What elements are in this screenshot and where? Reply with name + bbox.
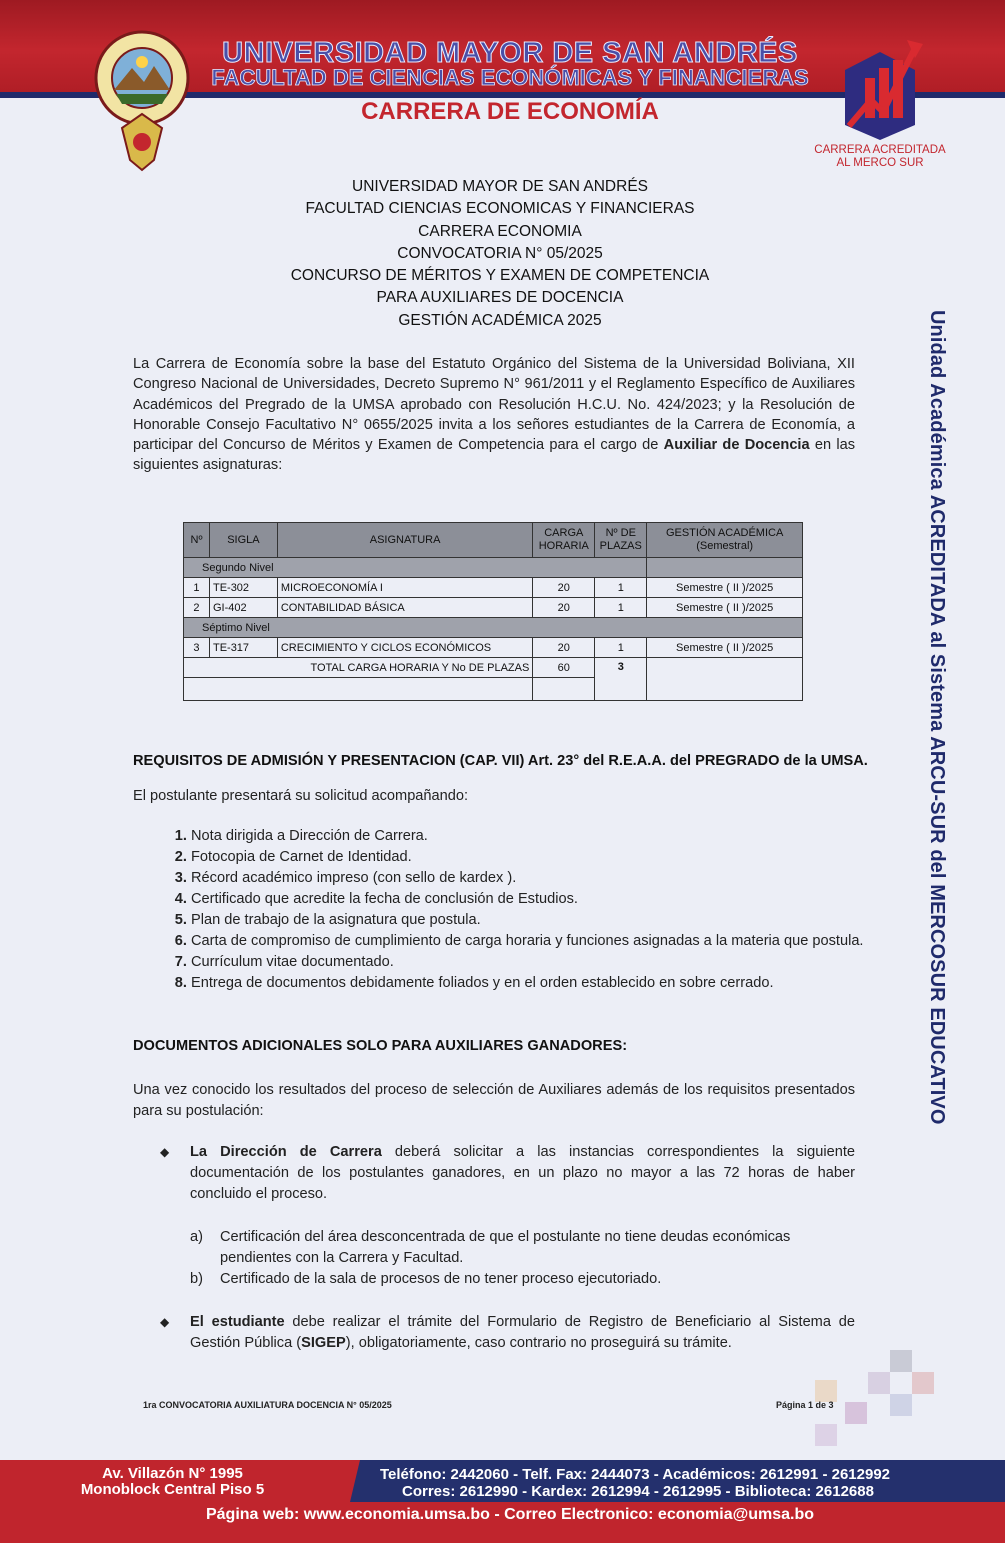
sub-key: b) xyxy=(190,1271,203,1287)
header-cell: GESTIÓN ACADÉMICA (Semestral) xyxy=(647,523,803,558)
accreditation-chart-logo xyxy=(835,30,925,140)
list-item: 4. Certificado que acredite la fecha de conclusión de Estudios. xyxy=(191,889,913,910)
footer-address xyxy=(55,1466,290,1498)
additional-title: DOCUMENTOS ADICIONALES SOLO PARA AUXILIARES GANADORES: xyxy=(133,1038,628,1054)
cell-sigla: GI-402 xyxy=(209,598,277,618)
page-number: Página 1 de 3 xyxy=(776,1400,834,1410)
list-item: 5. Plan de trabajo de la asignatura que postula. xyxy=(191,910,913,931)
header-cell: ASIGNATURA xyxy=(277,523,532,558)
heading-line: FACULTAD CIENCIAS ECONOMICAS Y FINANCIERAS xyxy=(305,200,695,218)
cell-asignatura: CONTABILIDAD BÁSICA xyxy=(277,598,532,618)
cell-n: 3 xyxy=(184,638,210,658)
accreditation-side-text xyxy=(918,310,948,1230)
intro-tail: en las siguientes asignaturas: xyxy=(133,437,855,474)
address-line-2: Monoblock Central Piso 5 xyxy=(80,1481,265,1498)
total-row xyxy=(184,658,803,678)
heading-line: CONCURSO DE MÉRITOS Y EXAMEN DE COMPETENCIA xyxy=(290,267,710,285)
heading-line: CARRERA ECONOMIA xyxy=(418,222,582,240)
subjects-table xyxy=(183,522,803,701)
list-item: 2. Fotocopia de Carnet de Identidad. xyxy=(191,847,913,868)
empty-cell xyxy=(533,678,595,701)
intro-paragraph xyxy=(133,354,855,476)
footer-note: 1ra CONVOCATORIA AUXILIATURA DOCENCIA N° 05/2025 xyxy=(143,1400,392,1410)
cell-sigla: TE-302 xyxy=(209,578,277,598)
sub-item-a xyxy=(190,1227,855,1269)
empty-cell xyxy=(647,558,803,578)
bullet-direccion xyxy=(160,1142,855,1205)
decorative-squares xyxy=(815,1350,965,1450)
bullet-text: debe realizar el trámite del Formulario de Registro de Beneficiario al Sistema de Gestión Pública ( xyxy=(190,1314,856,1351)
table-row xyxy=(184,598,803,618)
empty-cell xyxy=(647,658,803,701)
heading-line: GESTIÓN ACADÉMICA 2025 xyxy=(398,311,602,329)
cell-gestion: Semestre ( II )/2025 xyxy=(647,578,803,598)
list-item: 3. Récord académico impreso (con sello de kardex ). xyxy=(191,868,913,889)
side-text-label: Unidad Académica ACREDITADA al Sistema ARCU-SUR del MERCOSUR EDUCATIVO xyxy=(926,310,948,1125)
level-row xyxy=(184,618,803,638)
empty-cell xyxy=(184,678,533,701)
document-heading xyxy=(200,176,800,332)
bullet-estudiante xyxy=(160,1312,855,1354)
cell-plazas: 1 xyxy=(595,578,647,598)
cell-carga: 20 xyxy=(533,598,595,618)
list-item: 1. Nota dirigida a Dirección de Carrera. xyxy=(191,826,913,847)
table-row xyxy=(184,638,803,658)
diamond-bullet-icon: ◆ xyxy=(160,1315,170,1329)
address-line-1: Av. Villazón N° 1995 xyxy=(102,1465,243,1482)
accreditation-line-1: CARRERA ACREDITADA xyxy=(814,144,946,156)
level-row xyxy=(184,558,803,578)
header-cell: Nº DE PLAZAS xyxy=(595,523,647,558)
bullet-bold: La Dirección de Carrera xyxy=(190,1144,382,1160)
cell-asignatura: MICROECONOMÍA I xyxy=(277,578,532,598)
sub-key: a) xyxy=(190,1229,203,1245)
header-cell: CARGA HORARIA xyxy=(533,523,595,558)
list-item: 7. Currículum vitae documentado. xyxy=(191,952,913,973)
requirements-list xyxy=(133,826,913,994)
bullet-text: ), obligatoriamente, caso contrario no proseguirá su trámite. xyxy=(345,1335,732,1351)
total-label: TOTAL CARGA HORARIA Y No DE PLAZAS xyxy=(184,658,533,678)
cell-sigla: TE-317 xyxy=(209,638,277,658)
cell-asignatura: CRECIMIENTO Y CICLOS ECONÓMICOS xyxy=(277,638,532,658)
requirements-title: REQUISITOS DE ADMISIÓN Y PRESENTACION (CAP. VII) Art. 23° del R.E.A.A. del PREGRADO de la UMSA. xyxy=(133,753,868,769)
table-header-row xyxy=(184,523,803,558)
cell-carga: 20 xyxy=(533,578,595,598)
heading-line: CONVOCATORIA N° 05/2025 xyxy=(397,244,603,262)
requirements-intro: El postulante presentará su solicitud acompañando: xyxy=(133,788,469,804)
heading-line: PARA AUXILIARES DE DOCENCIA xyxy=(376,289,624,307)
cell-carga: 20 xyxy=(533,638,595,658)
footer-web-link[interactable]: Página web: www.economia.umsa.bo - Correo Electronico: economia@umsa.bo xyxy=(205,1506,814,1523)
intro-text: La Carrera de Economía sobre la base del Estatuto Orgánico del Sistema de la Universidad Boliviana, XII Congreso Nacional de Universidades, Decreto Supremo N° 961/2011 y el Reglamento Específico de Auxiliares Académicos del Pregrado de la UMSA aprobado con Resolución H.C.U. No. 424/2023; y la Resolución de Honorable Consejo Facultativo N° 0655/2025 invita a los señores estudiantes de la Carrera de Economía, a participar del Concurso de Méritos y Examen de Competencia para el cargo de xyxy=(133,356,855,454)
accreditation-line-2: AL MERCO SUR xyxy=(836,157,924,169)
bullet-bold: El estudiante xyxy=(190,1314,285,1330)
heading-line: UNIVERSIDAD MAYOR DE SAN ANDRÉS xyxy=(352,178,648,195)
phones-line-1: Teléfono: 2442060 - Telf. Fax: 2444073 - Académicos: 2612991 - 2612992 xyxy=(380,1466,890,1483)
intro-bold: Auxiliar de Docencia xyxy=(663,437,810,454)
total-plazas: 3 xyxy=(595,658,647,701)
carrera-title: CARRERA DE ECONOMÍA xyxy=(361,98,659,125)
cell-plazas: 1 xyxy=(595,638,647,658)
cell-gestion: Semestre ( II )/2025 xyxy=(647,638,803,658)
faculty-title: FACULTAD DE CIENCIAS ECONÓMICAS Y FINANCIERAS xyxy=(211,65,809,90)
list-item: 6. Carta de compromiso de cumplimiento de carga horaria y funciones asignadas a la materia que postula. xyxy=(191,931,913,952)
additional-intro: Una vez conocido los resultados del proceso de selección de Auxiliares además de los requisitos presentados para su postulación: xyxy=(133,1082,855,1119)
level-label: Segundo Nivel xyxy=(184,558,647,578)
phones-line-2: Corres: 2612990 - Kardex: 2612994 - 2612995 - Biblioteca: 2612688 xyxy=(402,1483,874,1500)
footer-phones xyxy=(380,1466,890,1500)
header-cell: Nº xyxy=(184,523,210,558)
diamond-bullet-icon: ◆ xyxy=(160,1145,170,1159)
accreditation-text xyxy=(790,144,970,170)
table-row xyxy=(184,578,803,598)
total-carga: 60 xyxy=(533,658,595,678)
header-cell: SIGLA xyxy=(209,523,277,558)
cell-plazas: 1 xyxy=(595,598,647,618)
level-label: Séptimo Nivel xyxy=(184,618,803,638)
cell-n: 2 xyxy=(184,598,210,618)
bullet-bold: SIGEP xyxy=(301,1335,346,1351)
sub-text: Certificación del área desconcentrada de que el postulante no tiene deudas económicas pendientes con la Carrera y Facultad. xyxy=(220,1229,791,1266)
university-title: UNIVERSIDAD MAYOR DE SAN ANDRÉS xyxy=(222,37,798,69)
bullet-text: deberá solicitar a las instancias correspondientes la siguiente documentación de los postulantes ganadores, en un plazo no mayor a las 72 horas de haber concluido el proceso. xyxy=(190,1144,855,1202)
university-seal-logo xyxy=(92,10,192,185)
cell-gestion: Semestre ( II )/2025 xyxy=(647,598,803,618)
list-item: 8. Entrega de documentos debidamente foliados y en el orden establecido en sobre cerrado. xyxy=(191,973,913,994)
sub-text: Certificado de la sala de procesos de no tener proceso ejecutoriado. xyxy=(220,1271,662,1287)
cell-n: 1 xyxy=(184,578,210,598)
sub-item-b xyxy=(190,1269,855,1290)
